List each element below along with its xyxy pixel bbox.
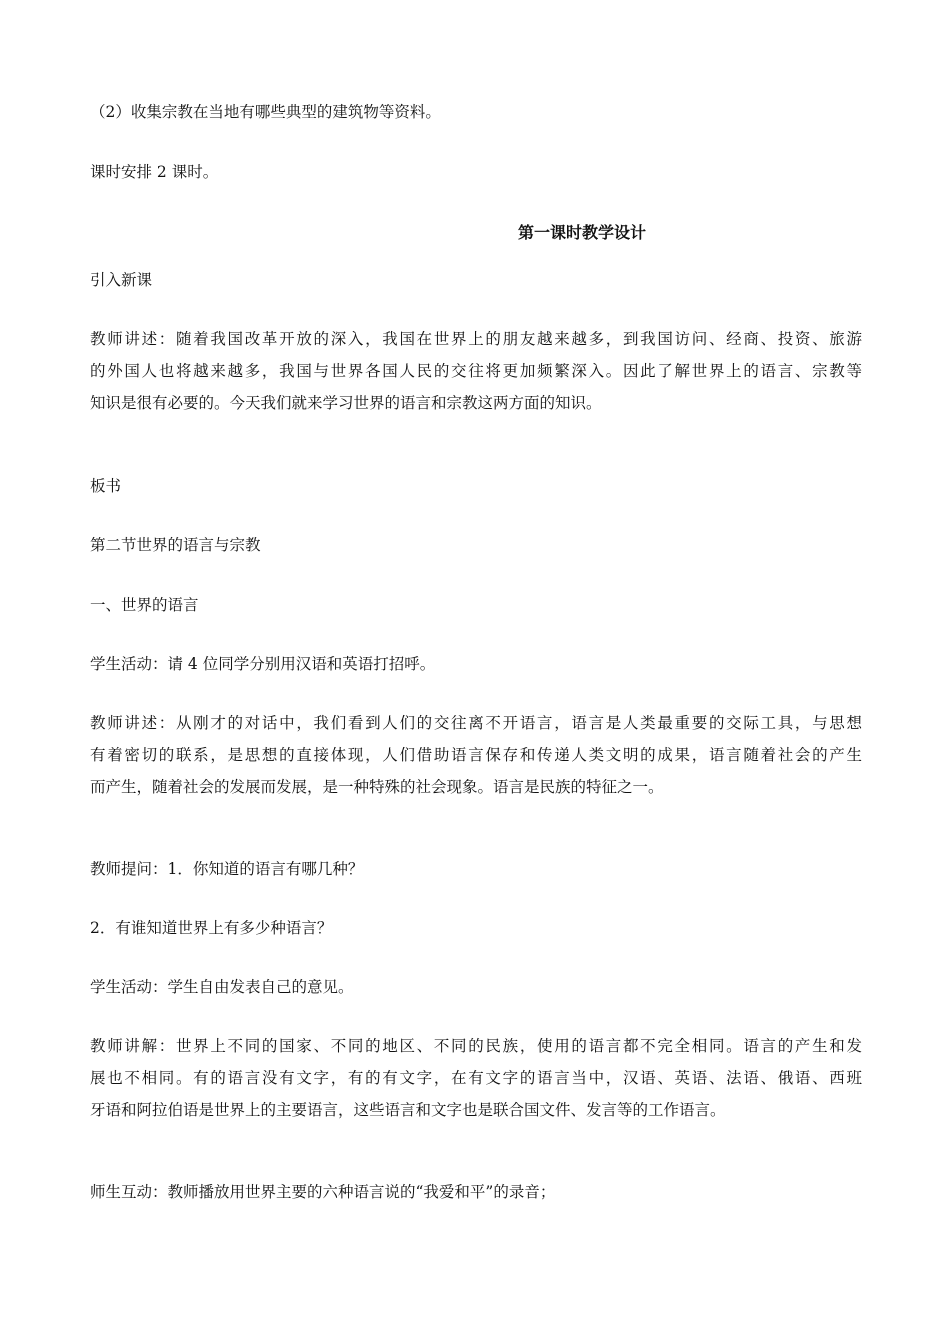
teacher-intro-paragraph [90,323,862,419]
lesson-title: 第一课时教学设计 [518,223,647,242]
teacher-question-1: 教师提问：1．你知道的语言有哪几种？ [90,860,364,878]
teacher-question-2: 2．有谁知道世界上有多少种语言？ [90,919,333,937]
paragraph-line: 知识是很有必要的。今天我们就来学习世界的语言和宗教这两方面的知识。 [90,394,602,412]
paragraph-line: 教师讲述：随着我国改革开放的深入，我国在世界上的朋友越来越多，到我国访问、经商、投资、旅游 [90,330,862,348]
schedule-line: 课时安排 2 课时。 [90,163,219,181]
section-title: 第二节世界的语言与宗教 [90,536,261,554]
teacher-explain-2-paragraph [90,1030,862,1126]
paragraph-line: 有着密切的联系，是思想的直接体现，人们借助语言保存和传递人类文明的成果，语言随着社会的产生 [90,746,862,764]
paragraph-line: 牙语和阿拉伯语是世界上的主要语言，这些语言和文字也是联合国文件、发言等的工作语言。 [90,1101,726,1119]
paragraph-line: 而产生，随着社会的发展而发展，是一种特殊的社会现象。语言是民族的特征之一。 [90,778,664,796]
interaction-line: 师生互动：教师播放用世界主要的六种语言说的“我爱和平”的录音； [90,1183,556,1201]
item-2-line: （2）收集宗教在当地有哪些典型的建筑物等资料。 [90,103,441,121]
student-activity-2: 学生活动：学生自由发表自己的意见。 [90,978,354,996]
paragraph-line: 教师讲述：从刚才的对话中，我们看到人们的交往离不开语言，语言是人类最重要的交际工具，与思想 [90,714,862,732]
paragraph-line: 教师讲解：世界上不同的国家、不同的地区、不同的民族，使用的语言都不完全相同。语言的产生和发 [90,1037,862,1055]
teacher-explain-1-paragraph [90,707,862,803]
student-activity-1: 学生活动：请 4 位同学分别用汉语和英语打招呼。 [90,655,436,673]
intro-heading: 引入新课 [90,271,153,289]
subsection-title: 一、世界的语言 [90,596,199,614]
board-label: 板书 [90,477,122,495]
paragraph-line: 的外国人也将越来越多，我国与世界各国人民的交往将更加频繁深入。因此了解世界上的语言、宗教等 [90,362,862,380]
paragraph-line: 展也不相同。有的语言没有文字，有的有文字，在有文字的语言当中，汉语、英语、法语、俄语、西班 [90,1069,862,1087]
